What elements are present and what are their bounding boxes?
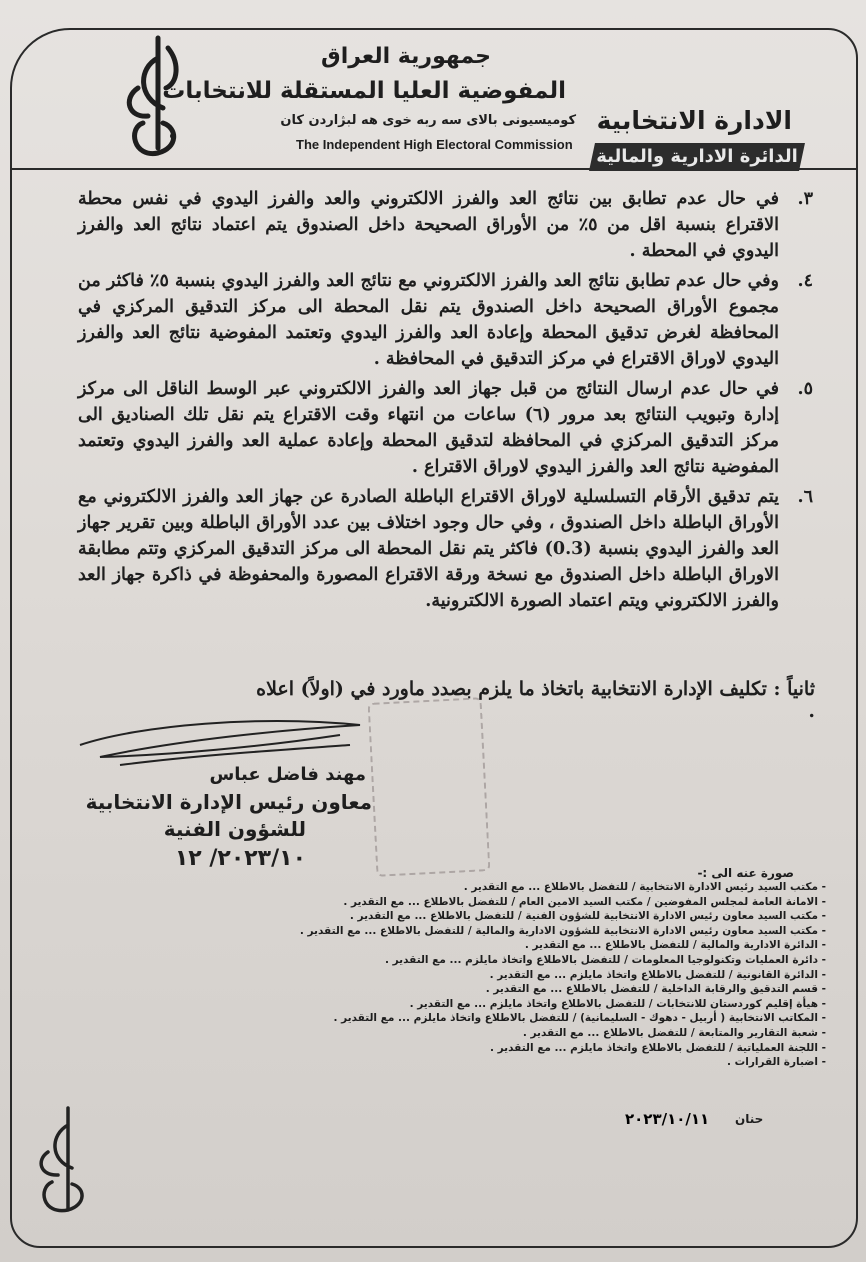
list-item: ٦. يتم تدقيق الأرقام التسلسلية لاوراق الاقتراع الباطلة الصادرة عن جهاز العد والفرز الالكتروني مع الأوراق الباطلة داخل الصندوق ، وفي حال وجود اختلاف بين عدد الأوراق الباطلة وبين تقرير جهاز العد والفرز اليدوي بنسبة (0.3) فاكثر يتم نقل المحطة الى مركز التدقيق المركزي وتتم مطابقة الاوراق الباطلة داخل الصندوق مع نسخة ورقة الاقتراع المصورة والمحفوظة في ذاكرة جهاز العد والفرز الالكتروني ويتم اعتماد الصورة الالكترونية. — [78, 487, 813, 611]
list-item: - مكتب السيد رئيس الادارة الانتخابية / للتفضل بالاطلاع ... مع التقدير . — [463, 881, 826, 893]
copies-heading: صورة عنه الى :- — [697, 866, 794, 880]
list-item: - دائرة العمليات وتكنولوجيا المعلومات / للتفضل بالاطلاع واتخاذ مايلزم ... مع التقدير . — [384, 953, 826, 966]
handwritten-signature — [60, 695, 370, 775]
signature-date: ٢٠٢٣/١٠/ ١٢ — [174, 846, 306, 871]
commission-title-kurdish: كوميسيونى بالاى سه ربه خوى هه لبژاردن كان — [280, 113, 576, 128]
list-item: - اضبارة القرارات . — [727, 1056, 826, 1069]
list-item: - شعبة التقارير والمتابعة / للتفضل بالاطلاع ... مع التقدير . — [522, 1026, 826, 1039]
list-item: - الامانة العامة لمجلس المفوضين / مكتب السيد الامين العام / للتفضل بالاطلاع ... مع التقدير . — [343, 895, 826, 908]
directorate-title: الدائرة الادارية والمالية — [596, 146, 798, 167]
list-item: - اللجنة العملياتية / للتفضل بالاطلاع واتخاذ مايلزم ... مع التقدير . — [489, 1041, 826, 1054]
small-logo-mark — [30, 1100, 100, 1230]
signatory-title: معاون رئيس الإدارة الانتخابية — [85, 790, 372, 814]
second-clause: ثانياً : تكليف الإدارة الانتخابية باتخاذ ما يلزم بصدد ماورد في (اولاً) اعلاه . — [256, 678, 815, 722]
list-item: - مكتب السيد معاون رئيس الادارة الانتخابية للشؤون الفنية / للتفضل بالاطلاع ... مع التقدير . — [349, 910, 826, 923]
list-item: - مكتب السيد معاون رئيس الادارة الانتخابية للشؤون الادارية والمالية / للتفضل بالاطلاع ... مع التقدير . — [299, 924, 826, 937]
directorate-banner — [589, 143, 805, 171]
list-item: ٤. وفي حال عدم تطابق نتائج العد والفرز الالكتروني مع نتائج العد والفرز اليدوي بنسبة ٥٪ فاكثر من مجموع الأوراق الصحيحة داخل الصندوق يتم نقل المحطة الى مركز التدقيق المركزي في المحافظة لغرض تدقيق المحطة وإعادة العد والفرز اليدوي وتعتمد المفوضية نتائج العد والفرز اليدوي لاوراق الاقتراع في مركز التدقيق في المحافظة . — [78, 271, 813, 369]
republic-title: جمهورية العراق — [321, 44, 491, 69]
decision-body — [78, 186, 813, 618]
signatory-name: مهند فاضل عباس — [209, 764, 366, 785]
commission-title: المفوضية العليا المستقلة للانتخابات — [162, 78, 566, 104]
typist-name: حنان — [735, 1112, 764, 1126]
list-item: - المكاتب الانتخابية ( أربيل - دهوك - السليمانية) / للتفضل بالاطلاع واتخاذ مايلزم ... مع التقدير . — [333, 1012, 826, 1025]
list-item: - هيأة إقليم كوردستان للانتخابات / للتفضل بالاطلاع واتخاذ مايلزم ... مع التقدير . — [409, 997, 826, 1010]
department-title: الادارة الانتخابية — [596, 106, 792, 135]
official-stamp — [368, 697, 491, 877]
footer-date: ٢٠٢٣/١٠/١١ — [625, 1110, 710, 1128]
list-item: ٥. في حال عدم ارسال النتائج من قبل جهاز العد والفرز الالكتروني عبر الوسط الناقل الى مركز إدارة وتبويب النتائج بعد مرور (٦) ساعات من انتهاء وقت الاقتراع يتم نقل تلك الصناديق الى مركز التدقيق المركزي في المحافظة لتدقيق المحطة وإعادة عملية العد والفرز اليدوي وتعتمد المفوضية نتائج العد والفرز اليدوي لاوراق الاقتراع . — [78, 379, 813, 477]
list-item: ٣. في حال عدم تطابق بين نتائج العد والفرز الالكتروني والعد والفرز اليدوي في نفس محطة الاقتراع بنسبة اقل من ٥٪ من الأوراق الصحيحة داخل الصندوق يتم اعتماد نتائج العد والفرز اليدوي في المحطة . — [78, 189, 813, 261]
copies-list — [299, 880, 826, 1070]
signatory-subtitle: للشؤون الفنية — [163, 817, 306, 841]
commission-title-english: The Independent High Electoral Commission — [296, 137, 573, 152]
list-item: - الدائرة القانونية / للتفضل بالاطلاع واتخاذ مايلزم ... مع التقدير . — [489, 968, 826, 981]
list-item: - قسم التدقيق والرقابة الداخلية / للتفضل بالاطلاع ... مع التقدير . — [485, 983, 826, 996]
list-item: - الدائرة الادارية والمالية / للتفضل بالاطلاع ... مع التقدير . — [524, 939, 826, 952]
